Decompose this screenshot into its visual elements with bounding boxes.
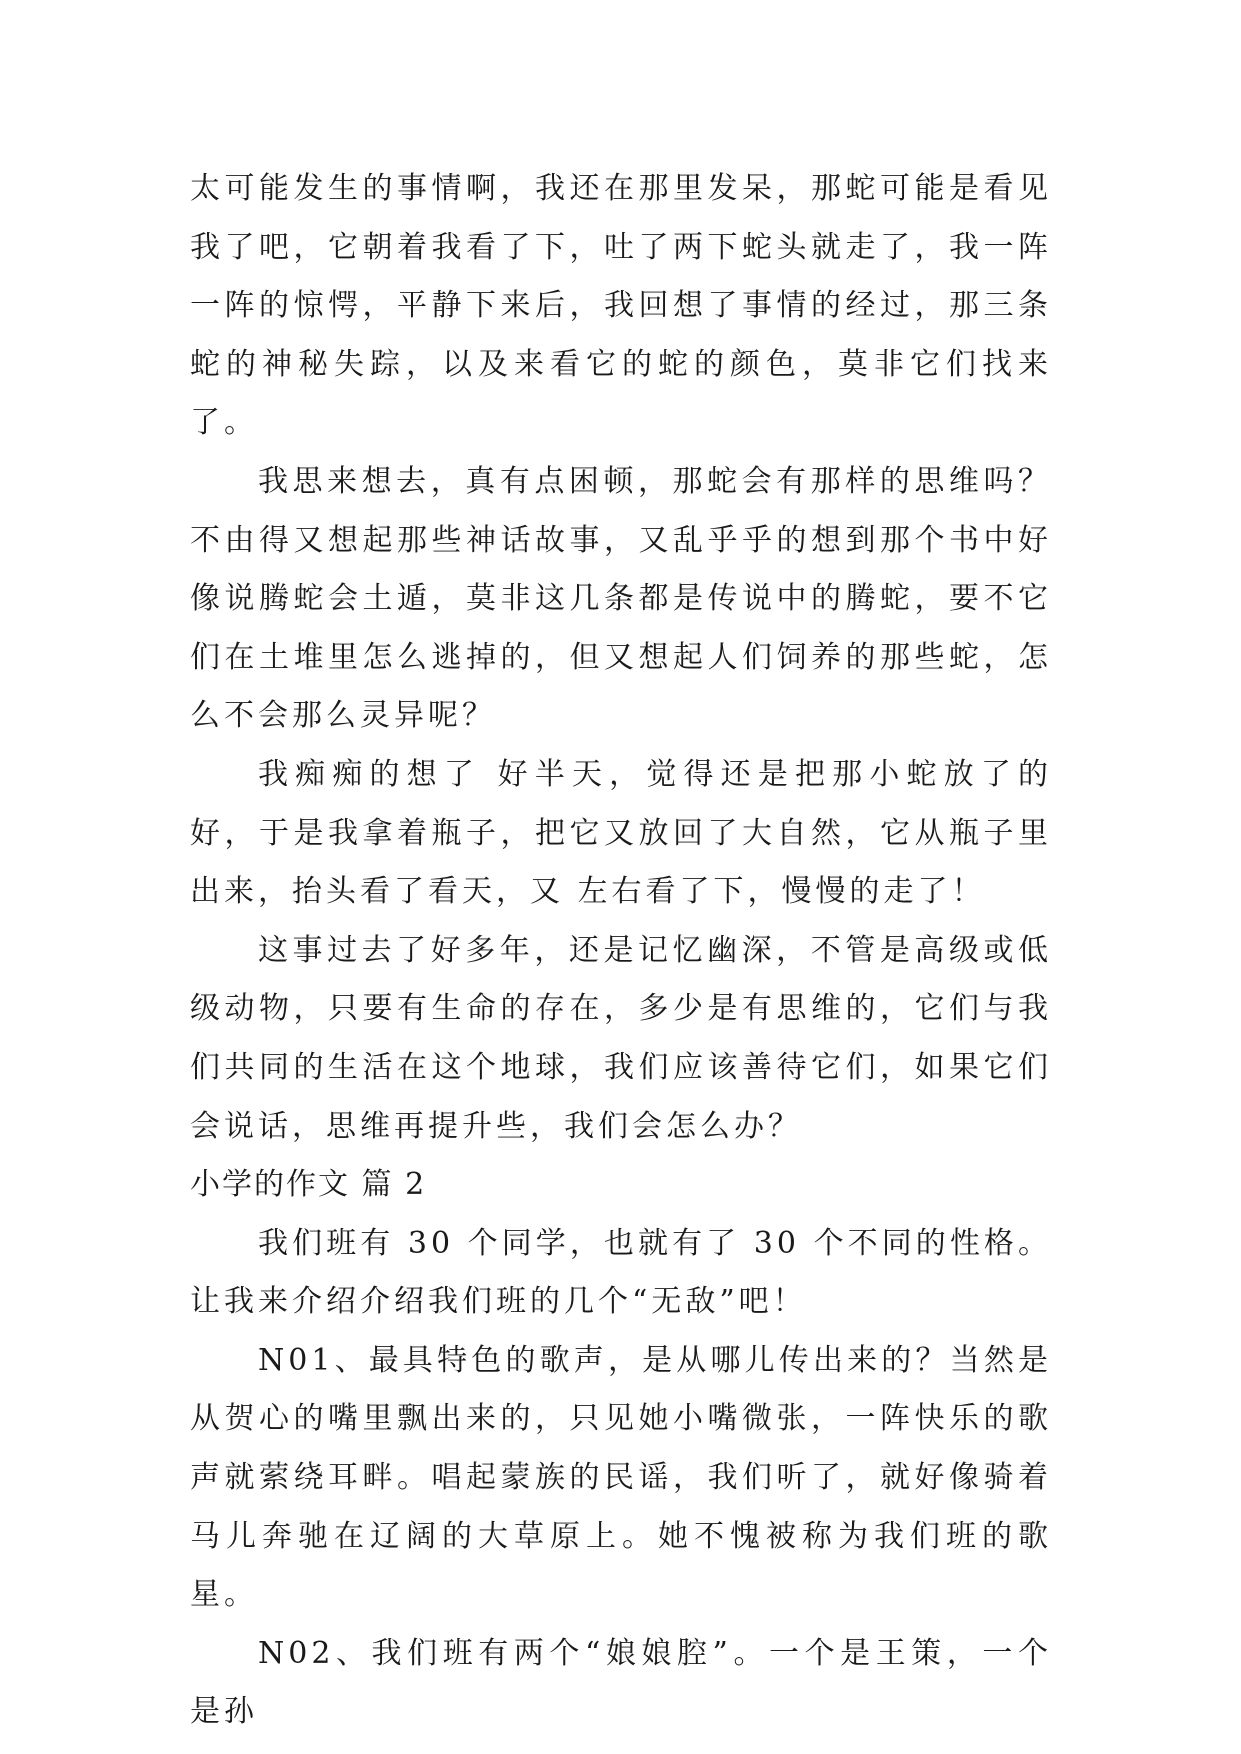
paragraph-no1-singer: N01、最具特色的歌声，是从哪儿传出来的？当然是从贺心的嘴里飘出来的，只见她小嘴微张，一阵快乐的歌声就萦绕耳畔。唱起蒙族的民谣，我们听了，就好像骑着马儿奔驰在辽阔的大草原上。她不愧被称为我们班的歌星。 — [190, 1342, 1052, 1613]
paragraph-thinking: 我思来想去，真有点困顿，那蛇会有那样的思维吗？不由得又想起那些神话故事，又乱乎乎的想到那个书中好像说腾蛇会土遁，莫非这几条都是传说中的腾蛇，要不它们在土堆里怎么逃掉的，但又想起人们饲养的那些蛇，怎么不会那么灵异呢？ — [190, 463, 1052, 734]
paragraph-release: 我痴痴的想了 好半天，觉得还是把那小蛇放了的好，于是我拿着瓶子，把它又放回了大自然，它从瓶子里出来，抬头看了看天，又 左右看了下，慢慢的走了！ — [190, 756, 1052, 910]
paragraph-snake-ending: 太可能发生的事情啊，我还在那里发呆，那蛇可能是看见我了吧，它朝着我看了下，吐了两下蛇头就走了，我一阵一阵的惊愕，平静下来后，我回想了事情的经过，那三条蛇的神秘失踪，以及来看它的蛇的颜色，莫非它们找来了。 — [190, 171, 1052, 441]
paragraph-no2-voice: N02、我们班有两个“娘娘腔”。一个是王策，一个是孙 — [190, 1635, 1052, 1730]
paragraph-reflection: 这事过去了好多年，还是记忆幽深，不管是高级或低级动物，只要有生命的存在，多少是有思维的，它们与我们共同的生活在这个地球，我们应该善待它们，如果它们会说话，思维再提升些，我们会怎么办？ — [190, 932, 1052, 1144]
document-body — [190, 160, 1052, 1742]
section-heading: 小学的作文 篇 2 — [190, 1167, 427, 1203]
paragraph-class-intro: 我们班有 30 个同学，也就有了 30 个不同的性格。让我来介绍介绍我们班的几个“无敌”吧！ — [190, 1225, 1052, 1320]
